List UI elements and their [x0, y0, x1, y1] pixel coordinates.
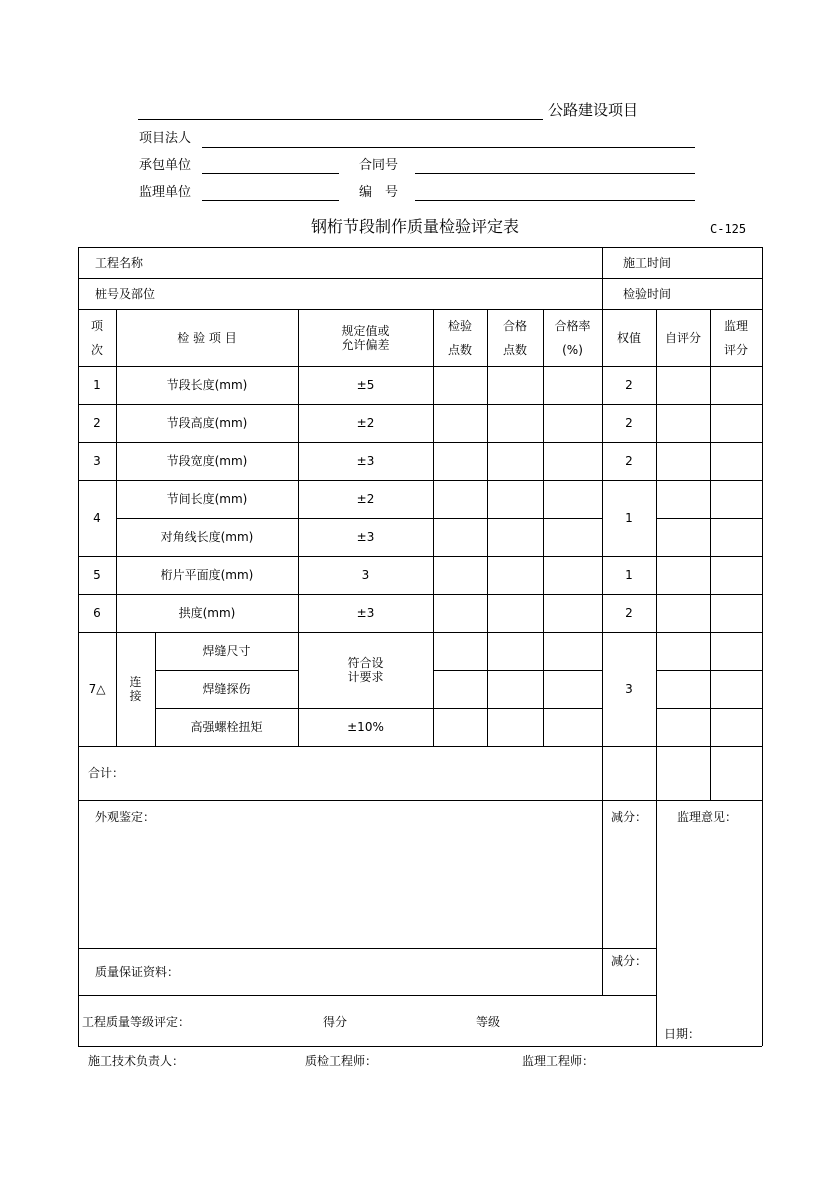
row-7-group: 连 接 — [129, 675, 142, 703]
contractor-line — [202, 173, 339, 174]
owner-label: 项目法人 — [139, 131, 192, 146]
row-4a-tolerance: ±2 — [356, 492, 375, 506]
col-supervisor-score: 监理 评分 — [723, 318, 748, 357]
contract-no-label: 合同号 — [359, 158, 399, 173]
row-2-weight: 2 — [625, 416, 633, 430]
owner-line — [202, 147, 695, 148]
row-4-weight: 1 — [625, 511, 633, 525]
project-name-label: 工程名称 — [95, 256, 144, 270]
row-2-no: 2 — [93, 416, 101, 430]
total-label: 合计： — [88, 766, 125, 780]
supervisor-line — [202, 200, 339, 201]
col-check-points: 检验 点数 — [447, 318, 472, 357]
project-title: 公路建设项目 — [548, 101, 639, 119]
serial-line — [415, 200, 695, 201]
supervisor-label: 监理单位 — [139, 185, 192, 200]
col-pass-points: 合格 点数 — [502, 318, 527, 357]
deduction-1-label: 减分： — [611, 810, 648, 824]
row-3-weight: 2 — [625, 454, 633, 468]
row-1-no: 1 — [93, 378, 101, 392]
row-3-item: 节段宽度(mm) — [166, 454, 248, 468]
col-tolerance: 规定值或 允许偏差 — [341, 323, 390, 352]
station-location-label: 桩号及部位 — [95, 287, 156, 301]
row-6-tolerance: ±3 — [356, 606, 375, 620]
date-label: 日期： — [664, 1027, 701, 1041]
row-7-weight: 3 — [625, 682, 633, 696]
contractor-label: 承包单位 — [139, 158, 192, 173]
contract-no-line — [415, 173, 695, 174]
supervising-engineer-signature: 监理工程师： — [522, 1054, 595, 1068]
supervisor-opinion-label: 监理意见： — [677, 810, 738, 824]
construction-time-label: 施工时间 — [623, 256, 672, 270]
appearance-label: 外观鉴定： — [95, 810, 156, 824]
serial-label: 编 号 — [359, 185, 399, 200]
inspection-time-label: 检验时间 — [623, 287, 672, 301]
row-4b-item: 对角线长度(mm) — [160, 530, 254, 544]
row-5-no: 5 — [93, 568, 101, 582]
row-5-tolerance: 3 — [361, 568, 370, 582]
col-inspection-item: 检 验 项 目 — [177, 330, 237, 345]
row-6-weight: 2 — [625, 606, 633, 620]
score-label: 得分 — [323, 1015, 348, 1029]
row-4b-tolerance: ±3 — [356, 530, 375, 544]
quality-docs-label: 质量保证资料： — [95, 965, 180, 979]
row-3-no: 3 — [93, 454, 101, 468]
col-item-no: 项 次 — [90, 318, 103, 357]
qc-engineer-signature: 质检工程师： — [305, 1054, 378, 1068]
project-name-line — [138, 119, 543, 120]
tech-lead-signature: 施工技术负责人： — [88, 1054, 185, 1068]
row-5-weight: 1 — [625, 568, 633, 582]
row-7a-item: 焊缝尺寸 — [202, 644, 251, 658]
row-6-no: 6 — [93, 606, 101, 620]
col-pass-rate: 合格率 (%) — [554, 318, 591, 357]
row-1-weight: 2 — [625, 378, 633, 392]
row-2-item: 节段高度(mm) — [166, 416, 248, 430]
row-5-item: 桁片平面度(mm) — [160, 568, 254, 582]
row-7-no: 7△ — [88, 682, 106, 696]
row-4-no: 4 — [93, 511, 101, 525]
form-code: C-125 — [710, 222, 747, 236]
col-weight: 权值 — [616, 330, 641, 345]
grade-label: 等级 — [476, 1015, 501, 1029]
row-7c-item: 高强螺栓扭矩 — [190, 720, 263, 734]
row-7b-item: 焊缝探伤 — [202, 682, 251, 696]
row-1-tolerance: ±5 — [356, 378, 375, 392]
row-1-item: 节段长度(mm) — [166, 378, 248, 392]
form-title: 钢桁节段制作质量检验评定表 — [311, 217, 520, 236]
row-7c-tolerance: ±10% — [347, 720, 384, 734]
row-3-tolerance: ±3 — [356, 454, 375, 468]
deduction-2-label: 减分： — [611, 954, 648, 968]
row-7ab-tolerance: 符合设 计要求 — [347, 656, 384, 684]
row-6-item: 拱度(mm) — [178, 606, 236, 620]
col-self-score: 自评分 — [664, 330, 701, 345]
grade-eval-label: 工程质量等级评定： — [82, 1015, 191, 1029]
row-2-tolerance: ±2 — [356, 416, 375, 430]
row-4a-item: 节间长度(mm) — [166, 492, 248, 506]
